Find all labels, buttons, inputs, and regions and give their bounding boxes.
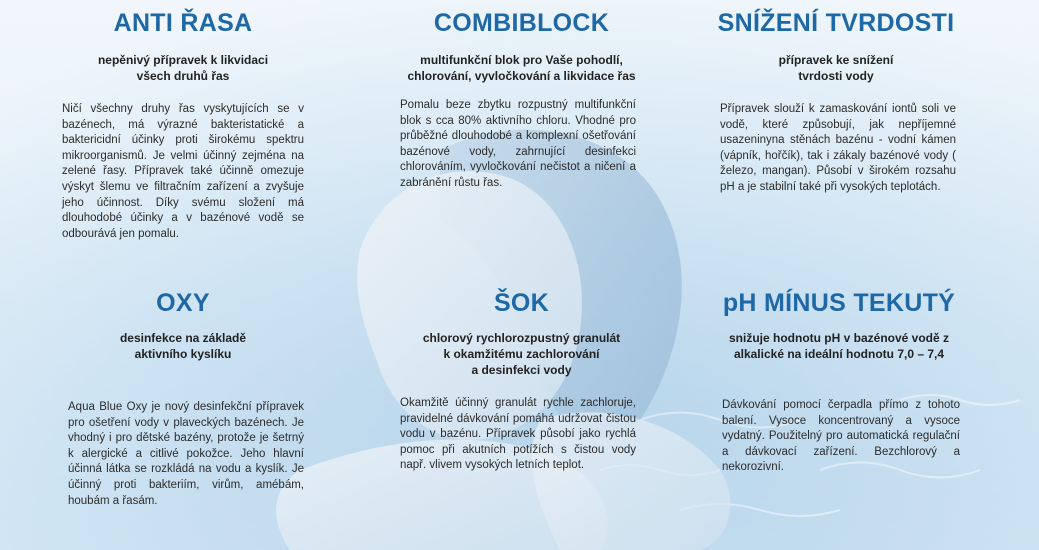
product-description: Přípravek slouží k zamaskování iontů soli ve vodě, které způsobují, jak nepříjemné usazeninyna stěnách bazénu - vodní kámen (vápník, hořčík), tak i zákaly bazénové vody ( železo, mangan). Působí v širokém rozsahu pH a je stabilní také při vysokých teplotách.: [720, 103, 956, 193]
product-oxy: [62, 286, 304, 509]
product-subtitle: nepěnivý přípravek k likvidaci všech druhů řas: [97, 53, 269, 83]
product-description: Dávkování pomocí čerpadla přímo z tohoto balení. Vysoce koncentrovaný a vysoce vydatný. Použitelný pro automatická regulační a dávkovací zařízení. Bezchlorový a nekorozivní.: [722, 399, 960, 474]
product-description: Aqua Blue Oxy je nový desinfekční přípravek pro ošetření vody v plaveckých bazénech. Je vhodný i pro dětské bazény, protože je šetrný k alergické a citlivé pokožce. Jeho hlavní účinná látka se rozkládá na vodu a kyslík. Je účinný proti bakteriím, virům, amébám, houbám a řasám.: [68, 401, 304, 507]
product-subtitle: multifunkční blok pro Vaše pohodlí, chlorování, vyvločkování a likvidace řas: [407, 53, 636, 83]
product-title: ŠOK: [493, 289, 550, 317]
product-combiblock: [400, 6, 643, 192]
product-subtitle: chlorový rychlorozpustný granulát k okamžitému zachlorování a desinfekci vody: [422, 331, 621, 377]
product-snizeni-tvrdosti: [714, 6, 958, 196]
product-subtitle: přípravek ke snížení tvrdosti vody: [778, 53, 894, 83]
product-title: COMBIBLOCK: [433, 9, 610, 37]
product-description: Okamžitě účinný granulát rychle zachloruje, pravidelné dávkování pomáhá udržovat čistou vodu v bazénu. Přípravek působí jako rychlá pomoc při akutních potížích s čistou vody např. vlivem vysokých letních teplot.: [400, 397, 636, 472]
product-subtitle: snižuje hodnotu pH v bazénové vodě z alkalické na ideální hodnotu 7,0 – 7,4: [728, 331, 950, 361]
product-title: pH MÍNUS TEKUTÝ: [722, 289, 956, 317]
product-title: ANTI ŘASA: [113, 9, 253, 37]
product-description: Ničí všechny druhy řas vyskytujících se v bazénech, má výrazné bakteristatické a baktericidní účinky proti širokému spektru mikroorganismů. Je velmi účinný zejména na zelené řasy. Přípravek také účinně omezuje výskyt šlemu ve filtračním zařízení a zvyšuje jeho účinnost. Díky svému složení má dlouhodobé účinky a v bazénové vodě se odbourává jen pomalu.: [62, 103, 304, 240]
product-anti-rasa: [62, 6, 304, 242]
product-ph-minus-tekuty: [704, 286, 974, 476]
product-title: OXY: [156, 289, 210, 317]
product-subtitle: desinfekce na základě aktivního kyslíku: [119, 331, 247, 361]
product-title: SNÍŽENÍ TVRDOSTI: [717, 9, 955, 37]
product-sok: [400, 286, 643, 474]
product-description: Pomalu beze zbytku rozpustný multifunkční blok s cca 80% aktivního chloru. Vhodné pro průběžné dlouhodobé a komplexní ošetřování bazénové vody, zahrnující desinfekci chlorováním, vyvločkování nečistot a ničení a zabránění růstu řas.: [400, 99, 636, 189]
